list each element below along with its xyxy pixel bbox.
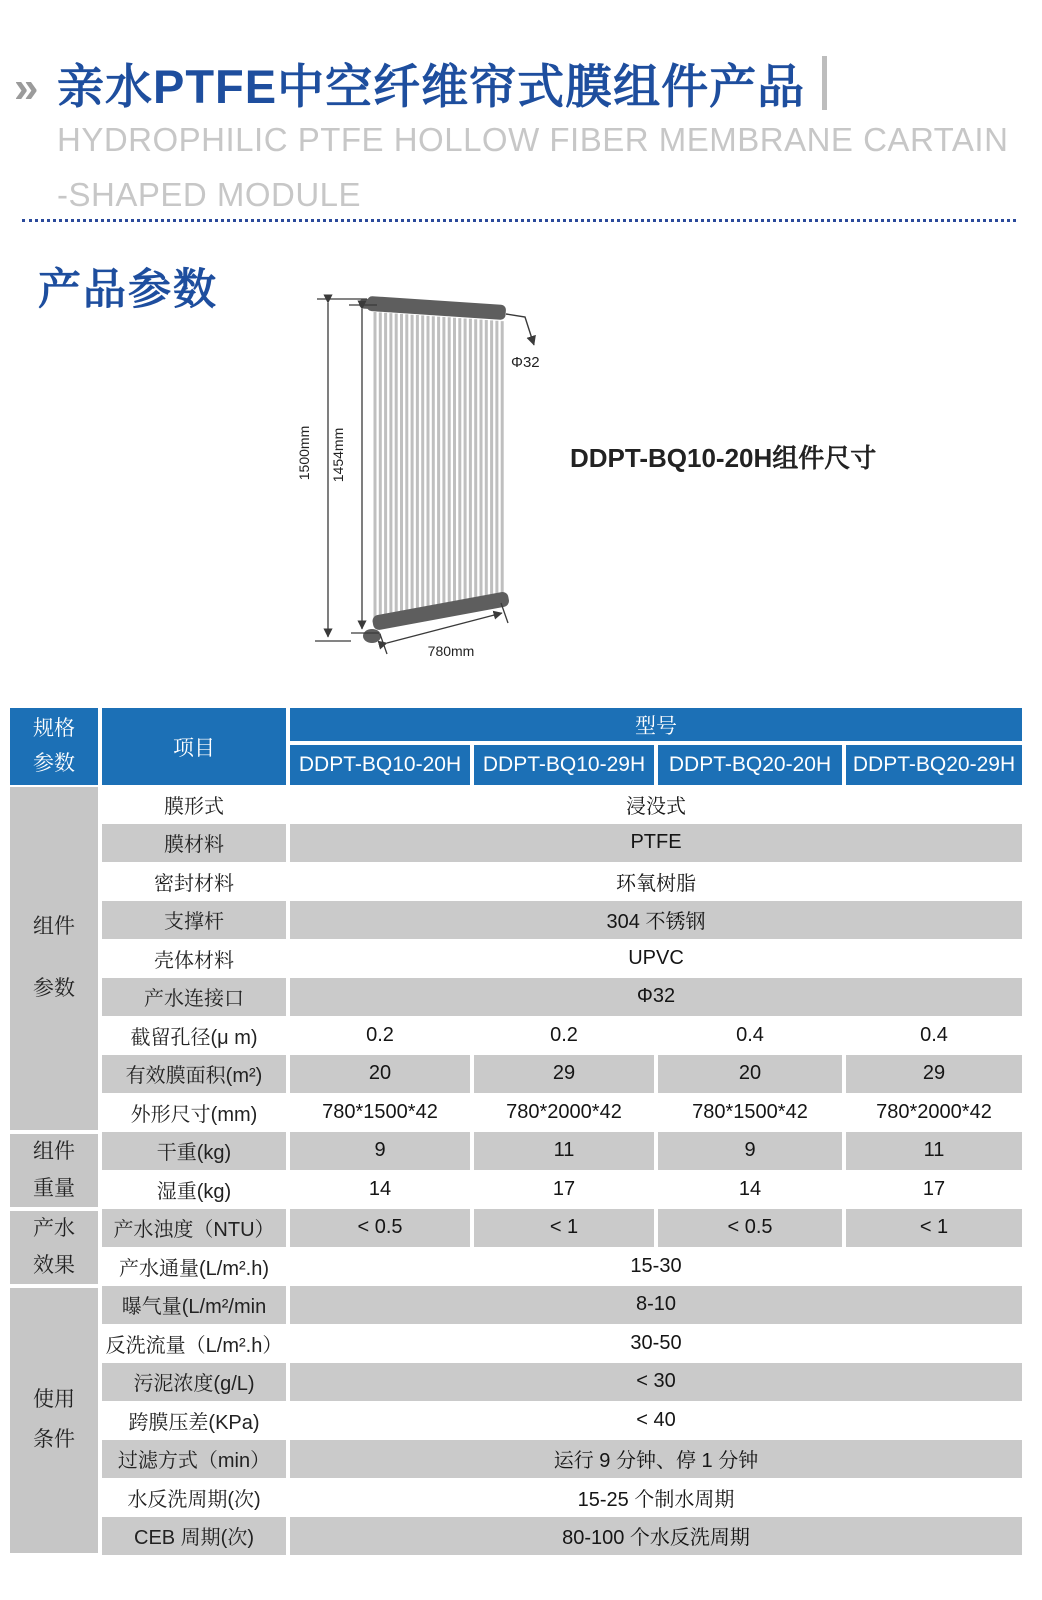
title-end-bar [822, 56, 827, 110]
row-value: 0.4 [920, 1023, 948, 1046]
row-value: 20 [658, 1055, 842, 1094]
corner-header-line: 参数 [33, 752, 75, 775]
row-value: 780*2000*42 [506, 1100, 622, 1123]
row-label: 支撑杆 [102, 901, 286, 940]
membrane-fibers [375, 312, 502, 624]
row-value: 20 [290, 1055, 470, 1094]
row-label: 产水通量(L/m².h) [119, 1257, 269, 1280]
row-value-merged: 30-50 [630, 1331, 682, 1354]
row-label: 截留孔径(μ m) [130, 1026, 258, 1049]
row-label: 干重(kg) [102, 1132, 286, 1171]
pipe-callout-line [506, 314, 534, 345]
row-value: 11 [846, 1132, 1022, 1171]
module-diagram [285, 278, 565, 678]
row-value-merged: 运行 9 分钟、停 1 分钟 [290, 1440, 1022, 1479]
page-subtitle [57, 112, 1008, 222]
row-value: 11 [474, 1132, 654, 1171]
row-label: 跨膜压差(KPa) [128, 1411, 260, 1434]
row-label: CEB 周期(次) [102, 1517, 286, 1556]
row-value: 29 [846, 1055, 1022, 1094]
dotted-separator [22, 219, 1016, 222]
section-title: 产品参数 [38, 266, 218, 314]
table-corner-header [10, 708, 98, 785]
column-header-item: 项目 [102, 708, 286, 785]
row-value: 0.2 [366, 1023, 394, 1046]
subtitle-line: HYDROPHILIC PTFE HOLLOW FIBER MEMBRANE CARTAIN [57, 121, 1009, 158]
group-label-line: 重量 [33, 1176, 75, 1200]
row-label: 膜材料 [102, 824, 286, 863]
model-header: DDPT-BQ20-20H [658, 745, 842, 785]
row-value-merged: < 30 [290, 1363, 1022, 1402]
corner-header-line: 规格 [33, 717, 75, 740]
row-value-merged: 浸没式 [626, 795, 686, 818]
inner-height-label: 1454mm [330, 427, 346, 483]
outer-height-label: 1500mm [296, 425, 312, 481]
group-label-line: 组件 [33, 1139, 75, 1163]
group-label-line: 参数 [33, 977, 75, 1001]
row-value: 780*1500*42 [322, 1100, 438, 1123]
model-header: DDPT-BQ10-20H [290, 745, 470, 785]
row-label: 湿重(kg) [156, 1180, 232, 1203]
row-value: 29 [474, 1055, 654, 1094]
row-label: 曝气量(L/m²/min [102, 1286, 286, 1325]
row-value: 780*2000*42 [876, 1100, 992, 1123]
model-header: DDPT-BQ20-29H [846, 745, 1022, 785]
row-label: 密封材料 [154, 872, 234, 895]
row-label: 壳体材料 [154, 949, 234, 972]
row-value-merged: 环氧树脂 [616, 872, 696, 895]
row-label: 污泥浓度(g/L) [102, 1363, 286, 1402]
group-label-line: 效果 [33, 1253, 75, 1277]
row-label: 过滤方式（min） [102, 1440, 286, 1479]
row-value-merged: PTFE [290, 824, 1022, 863]
row-value-merged: 15-30 [630, 1254, 682, 1277]
row-value-merged: 80-100 个水反洗周期 [290, 1517, 1022, 1556]
diagram-caption: DDPT-BQ10-20H组件尺寸 [570, 443, 877, 473]
row-value: < 0.5 [290, 1209, 470, 1248]
model-header: DDPT-BQ10-29H [474, 745, 654, 785]
group-label-line: 条件 [33, 1428, 75, 1452]
group-label-module-weight [10, 1134, 98, 1207]
row-label: 反洗流量（L/m².h） [105, 1334, 283, 1357]
row-label: 有效膜面积(m²) [102, 1055, 286, 1094]
width-label: 780mm [427, 643, 475, 659]
row-value-merged: 15-25 个制水周期 [577, 1488, 735, 1511]
group-label-line: 产水 [33, 1216, 75, 1240]
group-label-water-effect [10, 1211, 98, 1284]
row-label: 水反洗周期(次) [127, 1488, 261, 1511]
double-chevron-icon: » [14, 63, 39, 112]
row-value-merged: Φ32 [290, 978, 1022, 1017]
group-label-line: 组件 [33, 915, 75, 939]
row-value-merged: < 40 [636, 1408, 676, 1431]
row-label: 外形尺寸(mm) [130, 1103, 258, 1126]
row-value: 9 [658, 1132, 842, 1171]
row-value: 17 [922, 1177, 946, 1200]
row-value: 14 [368, 1177, 392, 1200]
row-label: 膜形式 [164, 795, 224, 818]
subtitle-line: -SHAPED MODULE [57, 176, 362, 213]
row-label: 产水浊度（NTU） [102, 1209, 286, 1248]
pipe-diameter-label: Φ32 [511, 354, 540, 371]
row-value: < 1 [846, 1209, 1022, 1248]
row-label: 产水连接口 [102, 978, 286, 1017]
group-label-line: 使用 [33, 1388, 75, 1412]
group-label-usage-conditions [10, 1288, 98, 1554]
row-value-merged: UPVC [628, 946, 684, 969]
row-value-merged: 8-10 [290, 1286, 1022, 1325]
row-value: 780*1500*42 [692, 1100, 808, 1123]
row-value: < 0.5 [658, 1209, 842, 1248]
row-value: 17 [552, 1177, 576, 1200]
row-value: < 1 [474, 1209, 654, 1248]
row-value-merged: 304 不锈钢 [290, 901, 1022, 940]
spec-table [10, 708, 1022, 1555]
row-value: 0.2 [550, 1023, 578, 1046]
column-header-model: 型号 [290, 708, 1022, 745]
group-label-module-params [10, 787, 98, 1130]
page-title: 亲水PTFE中空纤维帘式膜组件产品 [57, 60, 806, 113]
row-value: 14 [738, 1177, 762, 1200]
row-value: 0.4 [736, 1023, 764, 1046]
row-value: 9 [290, 1132, 470, 1171]
